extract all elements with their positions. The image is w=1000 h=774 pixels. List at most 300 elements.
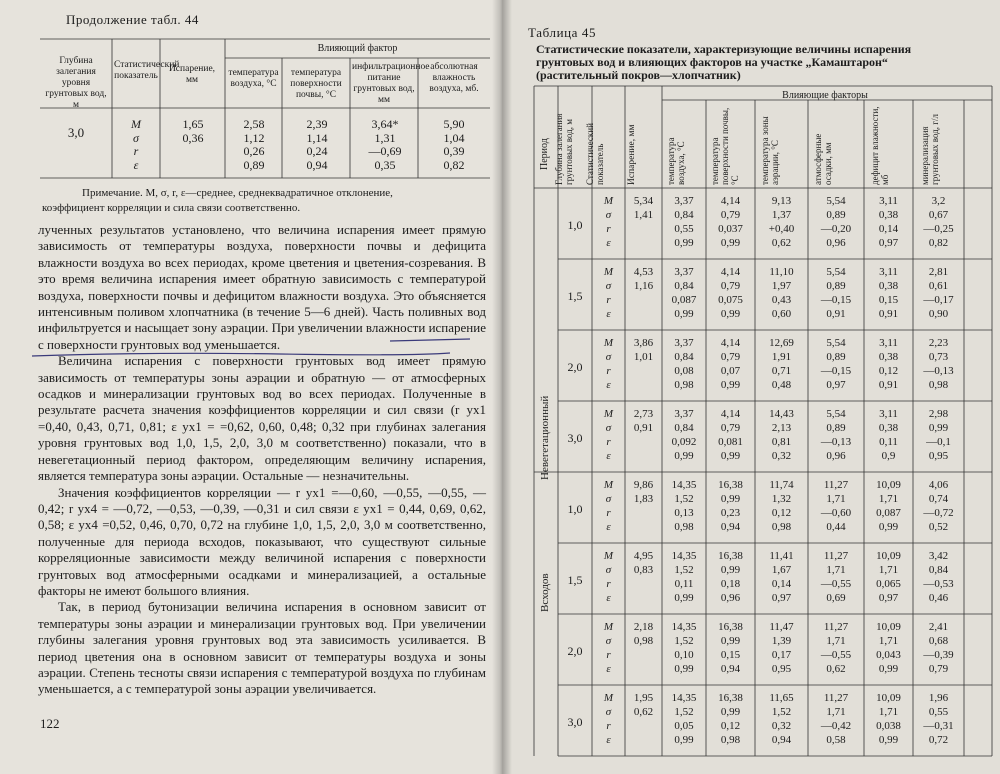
row-depth: 1,0 — [567, 218, 583, 232]
row-f6-value: 0,72 — [928, 734, 949, 746]
row-symbol: r — [606, 365, 611, 377]
row-f6-value: 0,84 — [928, 564, 949, 576]
row-f5-value: 0,038 — [876, 720, 901, 732]
row-f4-value: —0,15 — [820, 294, 852, 306]
t44-f2-values — [286, 118, 348, 172]
row-f5-value: 10,09 — [876, 479, 901, 491]
row-f5-value: 1,71 — [878, 706, 899, 718]
row-f5-value: 0,12 — [878, 365, 899, 377]
row-symbol: ε — [606, 592, 611, 604]
row-f3-value: 12,69 — [769, 337, 794, 349]
row-f2-value: 4,14 — [720, 195, 741, 207]
row-f6-value: 0,82 — [928, 237, 949, 249]
row-f4-value: 0,96 — [826, 450, 846, 462]
row-evap-value: 2,73 — [633, 408, 654, 420]
row-f1-value: 0,98 — [674, 521, 694, 533]
row-f1-value: 14,35 — [671, 550, 697, 562]
row-f2-value: 0,99 — [720, 635, 741, 647]
row-f5-value: 1,71 — [878, 635, 899, 647]
table-note — [42, 186, 482, 216]
row-f5-value: 0,38 — [878, 351, 899, 363]
t44-depth: 3,0 — [67, 125, 85, 140]
row-f3-value: 0,60 — [771, 308, 792, 320]
row-evap-value: 3,86 — [633, 337, 654, 349]
row-f1-value: 0,98 — [674, 379, 694, 391]
row-f6-value: —0,1 — [926, 436, 951, 448]
row-f5-value: 0,97 — [878, 592, 899, 604]
row-f6-value: 0,52 — [928, 521, 949, 533]
row-f3-value: 1,32 — [771, 493, 792, 505]
t44-f1-3: 0,89 — [243, 157, 265, 172]
row-symbol: M — [603, 408, 614, 420]
row-f2-value: 16,38 — [718, 621, 743, 633]
row-symbol: r — [606, 649, 611, 661]
row-f6-value: —0,17 — [923, 294, 954, 306]
row-f1-value: 0,99 — [674, 734, 694, 746]
row-f4-value: —0,20 — [820, 223, 852, 235]
row-f1-value: 0,99 — [674, 308, 694, 320]
row-f6-value: 0,99 — [928, 422, 949, 434]
row-f6-value: —0,72 — [923, 507, 954, 519]
row-f6-value: 3,2 — [931, 195, 946, 207]
row-evap-value: 1,95 — [633, 692, 654, 704]
row-f3-value: 0,48 — [771, 379, 792, 391]
row-symbol: M — [603, 195, 614, 207]
row-f4-value: 11,27 — [823, 692, 849, 704]
row-f2-value: 0,99 — [720, 450, 741, 462]
row-evap-value: 4,95 — [633, 550, 654, 562]
row-f5-value: 10,09 — [876, 692, 901, 704]
header-f1: температура воздуха, °С — [666, 137, 686, 185]
col-depth-header: Глубина залегания уровня грунтовых вод, м — [45, 56, 107, 110]
row-f2-value: 0,99 — [720, 237, 741, 249]
t44-evap-1: 0,36 — [182, 130, 204, 145]
row-symbol: σ — [605, 280, 612, 292]
row-f1-value: 0,10 — [674, 649, 694, 661]
t44-f1-1: 1,12 — [243, 130, 265, 145]
row-f2-value: 0,081 — [718, 436, 743, 448]
row-f5-value: 10,09 — [876, 550, 901, 562]
row-f3-value: 0,97 — [771, 592, 792, 604]
row-f4-value: 0,89 — [826, 280, 846, 292]
col-f2-header: температура поверхности почвы, °С — [290, 68, 342, 100]
row-f3-value: 0,62 — [771, 237, 792, 249]
t44-f2-0: 2,39 — [306, 117, 328, 131]
header-depth: Глубина залегания грунтовых вод, м — [554, 113, 574, 185]
header-evap: Испарение, мм — [627, 124, 637, 185]
row-f1-value: 1,52 — [674, 493, 694, 505]
row-f4-value: —0,55 — [820, 649, 852, 661]
row-evap-value: 4,53 — [633, 266, 654, 278]
book-gutter — [492, 0, 512, 774]
row-f3-value: 1,39 — [771, 635, 792, 647]
row-f5-value: 1,71 — [878, 564, 899, 576]
row-f4-value: 0,89 — [826, 422, 846, 434]
col-f3-header: инфильтрационное питание грунтовых вод, мм — [352, 62, 430, 105]
row-f4-value: 5,54 — [826, 408, 846, 420]
row-f3-value: 0,81 — [771, 436, 792, 448]
row-f3-value: 9,13 — [771, 195, 792, 207]
row-f2-value: 0,94 — [720, 663, 741, 675]
row-f5-value: 0,15 — [878, 294, 899, 306]
row-f3-value: 11,74 — [769, 479, 794, 491]
row-evap-value: 1,16 — [633, 280, 654, 292]
row-f6-value: 0,79 — [928, 663, 949, 675]
header-f6: минерализация грунтовых вод, г/л — [920, 114, 940, 185]
row-f2-value: 0,99 — [720, 308, 741, 320]
row-f2-value: 16,38 — [718, 550, 743, 562]
row-f2-value: 0,79 — [720, 351, 741, 363]
row-f2-value: 0,99 — [720, 564, 741, 576]
row-f3-value: 1,91 — [771, 351, 792, 363]
row-f1-value: 14,35 — [671, 692, 697, 704]
row-f4-value: 1,71 — [826, 635, 846, 647]
row-evap-value: 0,83 — [633, 564, 654, 576]
row-f6-value: 0,67 — [928, 209, 949, 221]
row-f5-value: 0,97 — [878, 237, 899, 249]
t44-f4-3: 0,82 — [443, 157, 465, 172]
header-f4: атмосферные осадки, мм — [813, 133, 833, 185]
row-symbol: M — [603, 266, 614, 278]
col-stat-header: Статистический показатель — [114, 60, 180, 81]
row-f3-value: 0,17 — [771, 649, 792, 661]
row-f4-value: —0,15 — [820, 365, 852, 377]
body-text — [38, 222, 486, 698]
note-line-2: коэффициент корреляции и сила связи соответственно. — [42, 202, 301, 214]
row-symbol: M — [603, 621, 614, 633]
row-f4-value: 0,44 — [826, 521, 846, 533]
t44-f1-values — [228, 118, 280, 172]
row-evap-value: 2,18 — [633, 621, 654, 633]
row-symbol: ε — [606, 734, 611, 746]
row-f3-value: 0,32 — [771, 450, 792, 462]
row-f1-value: 3,37 — [674, 337, 694, 349]
header-f5: дефицит влажности, мб — [870, 106, 890, 185]
header-f2: температура поверхности почвы, °С — [710, 107, 740, 185]
t44-f4-1: 1,04 — [443, 130, 465, 145]
row-symbol: ε — [606, 308, 611, 320]
row-f3-value: 0,12 — [771, 507, 792, 519]
row-f2-value: 0,94 — [720, 521, 741, 533]
row-f5-value: 0,065 — [876, 578, 901, 590]
row-f3-value: 0,94 — [771, 734, 792, 746]
row-f5-value: 3,11 — [879, 195, 898, 207]
t44-f2-1: 1,14 — [306, 130, 328, 145]
row-f4-value: 11,27 — [823, 621, 849, 633]
row-f4-value: 0,96 — [826, 237, 846, 249]
row-f2-value: 0,96 — [720, 592, 741, 604]
row-f2-value: 0,07 — [720, 365, 741, 377]
row-symbol: M — [603, 692, 614, 704]
t44-symbol-0: M — [131, 117, 141, 131]
row-f6-value: 1,96 — [928, 692, 949, 704]
row-f1-value: 14,35 — [671, 479, 697, 491]
row-f1-value: 0,84 — [674, 280, 694, 292]
row-evap-value: 5,34 — [633, 195, 654, 207]
page-number: 122 — [40, 716, 60, 731]
row-depth: 1,0 — [567, 502, 583, 516]
row-f3-value: 14,43 — [769, 408, 794, 420]
row-f1-value: 14,35 — [671, 621, 697, 633]
row-f2-value: 0,99 — [720, 493, 741, 505]
row-f5-value: 1,71 — [878, 493, 899, 505]
row-symbol: M — [603, 550, 614, 562]
row-f2-value: 0,15 — [720, 649, 741, 661]
row-f1-value: 0,99 — [674, 237, 694, 249]
row-f5-value: 0,043 — [876, 649, 901, 661]
row-f6-value: 0,74 — [928, 493, 949, 505]
col-evap-header: Испарение, мм — [168, 64, 216, 85]
row-f4-value: 11,27 — [823, 479, 849, 491]
row-f4-value: —0,60 — [820, 507, 852, 519]
row-f2-value: 0,99 — [720, 706, 741, 718]
row-f3-value: 1,97 — [771, 280, 792, 292]
row-f1-value: 3,37 — [674, 195, 694, 207]
row-symbol: σ — [605, 351, 612, 363]
row-f4-value: 5,54 — [826, 195, 846, 207]
header-factors: Влияющие факторы — [782, 90, 868, 101]
row-f6-value: 0,95 — [928, 450, 949, 462]
row-symbol: σ — [605, 706, 612, 718]
row-symbol: σ — [605, 635, 612, 647]
row-f5-value: 0,38 — [878, 209, 899, 221]
row-evap-value: 9,86 — [633, 479, 654, 491]
row-symbol: ε — [606, 521, 611, 533]
row-f6-value: 0,98 — [928, 379, 949, 391]
t44-symbol-2: r — [133, 144, 139, 159]
t44-f2-2: 0,24 — [306, 144, 328, 159]
row-f4-value: 0,58 — [826, 734, 846, 746]
row-f1-value: 1,52 — [674, 706, 694, 718]
row-f6-value: 0,73 — [928, 351, 949, 363]
row-f1-value: 0,11 — [674, 578, 694, 590]
row-f5-value: 0,38 — [878, 280, 899, 292]
row-f5-value: 0,087 — [876, 507, 901, 519]
row-f3-value: 11,10 — [769, 266, 794, 278]
row-f3-value: 2,13 — [771, 422, 792, 434]
row-f1-value: 0,13 — [674, 507, 694, 519]
table-45-title: Таблица 45 — [528, 25, 597, 40]
row-f5-value: 0,9 — [881, 450, 896, 462]
row-f2-value: 0,037 — [718, 223, 743, 235]
row-f4-value: 0,62 — [826, 663, 846, 675]
t44-f3-2: —0,69 — [368, 144, 402, 159]
row-depth: 1,5 — [567, 573, 583, 587]
row-symbol: r — [606, 436, 611, 448]
row-f6-value: 2,81 — [928, 266, 949, 278]
row-f3-value: 11,41 — [769, 550, 794, 562]
period-nonveg: Невегетационный — [539, 395, 551, 480]
row-symbol: r — [606, 507, 611, 519]
row-f1-value: 0,99 — [674, 592, 694, 604]
row-evap-value: 0,62 — [633, 706, 654, 718]
row-depth: 3,0 — [567, 431, 583, 445]
row-f1-value: 0,55 — [674, 223, 694, 235]
row-f5-value: 0,14 — [878, 223, 899, 235]
t44-f3-0: 3,64* — [371, 117, 399, 131]
row-f6-value: 2,23 — [928, 337, 949, 349]
row-f2-value: 0,98 — [720, 734, 741, 746]
row-f2-value: 4,14 — [720, 408, 741, 420]
header-f3: температура зоны аэрации, °С — [760, 116, 780, 185]
row-f6-value: 3,42 — [928, 550, 949, 562]
row-f3-value: 0,32 — [771, 720, 792, 732]
row-f6-value: —0,31 — [923, 720, 954, 732]
t44-evap-0: 1,65 — [182, 117, 204, 131]
row-f4-value: 0,89 — [826, 209, 846, 221]
row-f5-value: 10,09 — [876, 621, 901, 633]
row-f3-value: 11,47 — [769, 621, 794, 633]
row-f3-value: 0,71 — [771, 365, 792, 377]
row-f5-value: 3,11 — [879, 337, 898, 349]
row-f2-value: 0,79 — [720, 280, 741, 292]
row-f5-value: 0,11 — [879, 436, 898, 448]
row-f5-value: 0,99 — [878, 521, 899, 533]
row-symbol: M — [603, 337, 614, 349]
row-f4-value: —0,13 — [820, 436, 852, 448]
row-f1-value: 0,08 — [674, 365, 694, 377]
row-f1-value: 3,37 — [674, 408, 694, 420]
t44-symbol-3: ε — [133, 157, 139, 172]
row-f3-value: 0,98 — [771, 521, 792, 533]
right-page — [500, 0, 1000, 774]
row-f5-value: 0,91 — [878, 379, 899, 391]
row-symbol: r — [606, 720, 611, 732]
row-symbol: ε — [606, 663, 611, 675]
row-f3-value: 0,14 — [771, 578, 792, 590]
row-evap-value: 0,91 — [633, 422, 654, 434]
paragraph-2: Величина испарения с поверхности грунтовых вод имеет прямую зависимость от температуры зоны аэрации и обратную — от атмосферных осадков и минерализации грунтовых вод во всех периодах. Полученные в результате расчета значения коэффициентов корреляции и сил связи (r yx1 =0,40, 0,43, 0,71, 0,81; ε yx1 = =0,62, 0,60, 0,48; 0,32 при глубинах залегания уровня грунтовых вод 1,0, 1,5, 2,0, 3,0 м соответственно) показали, что в невегетационный период фактором, определяющим величину испарения, является температура зоны аэрации. Остальные — незначительны. — [38, 353, 486, 484]
row-f1-value: 0,84 — [674, 422, 694, 434]
row-f6-value: —0,53 — [923, 578, 954, 590]
row-f5-value: 3,11 — [879, 266, 898, 278]
row-f6-value: 2,98 — [928, 408, 949, 420]
row-evap-value: 1,01 — [633, 351, 654, 363]
row-f3-value: 0,95 — [771, 663, 792, 675]
period-shoots: Всходов — [539, 573, 551, 612]
row-symbol: σ — [605, 422, 612, 434]
row-f6-value: —0,25 — [923, 223, 954, 235]
t44-symbol-1: σ — [133, 130, 139, 145]
row-f2-value: 0,79 — [720, 209, 741, 221]
row-f5-value: 3,11 — [879, 408, 898, 420]
row-f6-value: —0,39 — [923, 649, 954, 661]
row-f6-value: 0,68 — [928, 635, 949, 647]
header-period: Период — [539, 138, 550, 170]
row-f1-value: 1,52 — [674, 564, 694, 576]
row-f4-value: 1,71 — [826, 706, 846, 718]
row-f1-value: 0,99 — [674, 663, 694, 675]
row-f4-value: —0,55 — [820, 578, 852, 590]
row-symbol: r — [606, 223, 611, 235]
row-evap-value: 1,83 — [633, 493, 654, 505]
subtitle-line-1: Статистические показатели, характеризующие величины испарения — [536, 42, 912, 56]
t44-evap-values — [164, 118, 222, 145]
t44-f2-3: 0,94 — [306, 157, 328, 172]
t44-f3-3: 0,35 — [374, 157, 396, 172]
row-evap-value: 1,41 — [633, 209, 654, 221]
row-f2-value: 0,12 — [720, 720, 741, 732]
row-f4-value: 0,89 — [826, 351, 846, 363]
row-f3-value: 0,43 — [771, 294, 792, 306]
row-f6-value: 0,61 — [928, 280, 949, 292]
t44-f1-2: 0,26 — [243, 144, 265, 159]
row-symbol: σ — [605, 493, 612, 505]
row-f2-value: 0,23 — [720, 507, 741, 519]
row-f5-value: 0,38 — [878, 422, 899, 434]
row-f3-value: 1,52 — [771, 706, 792, 718]
t44-f3-values — [354, 118, 416, 172]
row-f3-value: +0,40 — [768, 223, 795, 235]
subtitle-line-3: (растительный покров—хлопчатник) — [536, 68, 741, 83]
col-factor-header: Влияющий фактор — [317, 43, 398, 54]
row-f2-value: 4,14 — [720, 337, 741, 349]
paragraph-1: лученных результатов установлено, что величина испарения имеет прямую зависимость от температуры воздуха, поверхности почвы и дефицита влажности воздуха во всех периодах, кроме цветения и цветения-созревания. В это время величина испарения имеет обратную зависимость с температурой воздуха, поверхности почвы и дефицитом влажности воздуха. Это объясняется интенсивным поливом хлопчатника (в течение 5—6 дней). Часть поливных вод инфильтруется и насыщает зону аэрации. При увеличении влажности испарение с поверхности грунтовых вод уменьшается. — [38, 222, 486, 352]
row-f4-value: 5,54 — [826, 337, 846, 349]
paragraph-4: Так, в период бутонизации величина испарения в основном зависит от температуры зоны аэрации и минерализации грунтовых вод. При увеличении глубины залегания уровня грунтовых вод эта зависимость усиливается. В период цветения она в основном зависит от температуры воздуха и зоны аэрации. Степень тесноты связи испарения с температурой воздуха по глубинам уменьшается, а с температурой зоны аэрации увеличивается. — [38, 599, 486, 697]
col-f1-header: температура воздуха, °С — [228, 68, 279, 89]
row-f2-value: 16,38 — [718, 479, 743, 491]
row-f6-value: 0,46 — [928, 592, 949, 604]
row-symbol: r — [606, 578, 611, 590]
paragraph-3: Значения коэффициентов корреляции — r yx1 =—0,60, —0,55, —0,55, —0,42; r yx4 = —0,72, —0,53, —0,39, —0,31 и сил связи ε yx1 = 0,44, 0,69, 0,62, 0,58; ε yx4 =0,52, 0,46, 0,70, 0,72 на глубине 1,0, 1,5, 2,0, 3,0 м соответственно, полученные для периода всходов, показывают, что существуют сильные корреляционные зависимости между величиной испарения с поверхности грунтовых вод атмосферными осадками и минерализацией, а остальные факторы не имеют большого влияния. — [38, 484, 486, 598]
row-f4-value: 1,71 — [826, 564, 846, 576]
row-f1-value: 0,05 — [674, 720, 694, 732]
row-f4-value: 11,27 — [823, 550, 849, 562]
row-f2-value: 0,075 — [718, 294, 743, 306]
row-symbol: ε — [606, 450, 611, 462]
hand-underline-mark — [30, 336, 475, 366]
row-f4-value: 0,91 — [826, 308, 846, 320]
row-f1-value: 0,99 — [674, 450, 694, 462]
row-depth: 2,0 — [567, 360, 583, 374]
row-f5-value: 0,99 — [878, 663, 899, 675]
header-stat: Статистический показатель — [585, 123, 605, 185]
row-f4-value: 5,54 — [826, 266, 846, 278]
row-f6-value: 4,06 — [928, 479, 949, 491]
row-symbol: σ — [605, 209, 612, 221]
row-f5-value: 0,99 — [878, 734, 899, 746]
row-symbol: r — [606, 294, 611, 306]
row-f2-value: 0,18 — [720, 578, 741, 590]
row-f1-value: 3,37 — [674, 266, 694, 278]
t44-f4-values — [422, 118, 486, 172]
row-f2-value: 4,14 — [720, 266, 741, 278]
row-f2-value: 16,38 — [718, 692, 743, 704]
row-evap-value: 0,98 — [633, 635, 654, 647]
t44-symbols — [116, 118, 156, 172]
row-f2-value: 0,99 — [720, 379, 741, 391]
row-depth: 1,5 — [567, 289, 583, 303]
row-f6-value: 0,90 — [928, 308, 949, 320]
row-symbol: ε — [606, 237, 611, 249]
note-line-1: Примечание. M, σ, r, ε—среднее, среднеквадратичное отклонение, — [82, 187, 393, 199]
row-f6-value: —0,13 — [923, 365, 954, 377]
row-f1-value: 0,84 — [674, 209, 694, 221]
t44-f1-0: 2,58 — [243, 117, 265, 131]
row-f1-value: 0,087 — [671, 294, 697, 306]
row-f3-value: 1,67 — [771, 564, 792, 576]
row-f6-value: 0,55 — [928, 706, 949, 718]
row-symbol: ε — [606, 379, 611, 391]
row-f1-value: 1,52 — [674, 635, 694, 647]
row-f3-value: 11,65 — [769, 692, 794, 704]
row-f1-value: 0,092 — [671, 436, 697, 448]
col-f4-header: абсолютная влажность воздуха, мб. — [429, 62, 479, 94]
row-f3-value: 1,37 — [771, 209, 792, 221]
row-f4-value: 0,97 — [826, 379, 846, 391]
t44-f4-0: 5,90 — [443, 117, 465, 131]
